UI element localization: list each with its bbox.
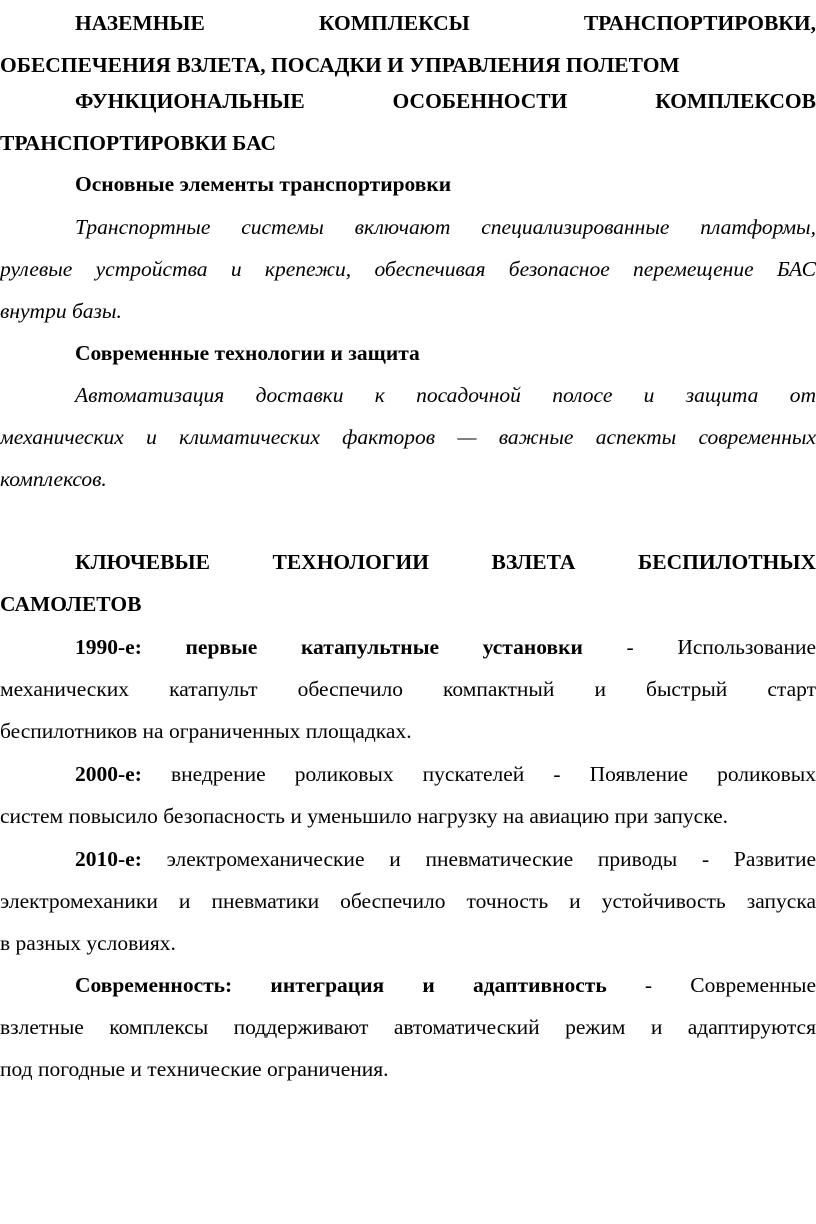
timeline-item-text: внедрение роликовых пускателей - Появление роликовых bbox=[141, 762, 816, 786]
paragraph-line: Транспортные системы включают специализированные платформы, bbox=[75, 215, 816, 239]
timeline-item-line: в разных условиях. bbox=[0, 931, 176, 955]
section-modern-tech bbox=[0, 332, 816, 374]
timeline-item-line: систем повысило безопасность и уменьшило нагрузку на авиацию при запуске. bbox=[0, 804, 729, 828]
timeline-item-line: механических катапульт обеспечило компактный и быстрый старт bbox=[0, 677, 816, 701]
section-transport-elements bbox=[0, 163, 816, 205]
timeline-item-2010s bbox=[0, 838, 816, 964]
paragraph-line: внутри базы. bbox=[0, 299, 122, 323]
timeline-item-label: 1990-е: первые катапультные установки bbox=[75, 635, 583, 659]
paragraph-line: комплексов. bbox=[0, 467, 107, 491]
timeline-item-text: - Современные bbox=[606, 973, 816, 997]
sub-heading-line-2: ТРАНСПОРТИРОВКИ БАС bbox=[0, 131, 277, 155]
paragraph-line: рулевые устройства и крепежи, обеспечивая безопасное перемещение БАС bbox=[0, 257, 816, 281]
timeline-item-line bbox=[0, 838, 816, 880]
timeline-item-label: Современность: интеграция и адаптивность bbox=[75, 973, 607, 997]
section-modern-text bbox=[0, 374, 816, 500]
timeline-item-modern bbox=[0, 964, 816, 1090]
paragraph-line: Автоматизация доставки к посадочной полосе и защита от bbox=[75, 383, 816, 407]
section-title: Современные технологии и защита bbox=[75, 341, 420, 365]
timeline-item-line bbox=[0, 626, 816, 668]
key-tech-heading-line-2: САМОЛЕТОВ bbox=[0, 592, 142, 616]
timeline-item-text: электромеханические и пневматические приводы - Развитие bbox=[141, 847, 816, 871]
paragraph-line: механических и климатических факторов — важные аспекты современных bbox=[0, 425, 816, 449]
timeline-item-2000s bbox=[0, 753, 816, 837]
key-tech-heading-line-1: КЛЮЧЕВЫЕ ТЕХНОЛОГИИ ВЗЛЕТА БЕСПИЛОТНЫХ bbox=[75, 550, 816, 574]
timeline-item-line: электромеханики и пневматики обеспечило точность и устойчивость запуска bbox=[0, 889, 816, 913]
section-transport-text bbox=[0, 206, 816, 332]
sub-heading bbox=[0, 80, 816, 164]
main-heading bbox=[0, 2, 816, 86]
timeline-item-line: беспилотников на ограниченных площадках. bbox=[0, 719, 412, 743]
key-tech-heading bbox=[0, 541, 816, 625]
section-title: Основные элементы транспортировки bbox=[75, 172, 452, 196]
main-heading-line-2: ОБЕСПЕЧЕНИЯ ВЗЛЕТА, ПОСАДКИ И УПРАВЛЕНИЯ ПОЛЕТОМ bbox=[0, 53, 680, 77]
timeline-item-label: 2000-е: bbox=[75, 762, 142, 786]
timeline-item-line: под погодные и технические ограничения. bbox=[0, 1057, 389, 1081]
timeline-item-text: - Использование bbox=[582, 635, 816, 659]
timeline-item-line bbox=[0, 964, 816, 1006]
timeline-item-1990s bbox=[0, 626, 816, 752]
timeline-item-line bbox=[0, 753, 816, 795]
timeline-item-label: 2010-е: bbox=[75, 847, 142, 871]
timeline-item-line: взлетные комплексы поддерживают автоматический режим и адаптируются bbox=[0, 1015, 816, 1039]
main-heading-line-1: НАЗЕМНЫЕ КОМПЛЕКСЫ ТРАНСПОРТИРОВКИ, bbox=[75, 11, 816, 35]
sub-heading-line-1: ФУНКЦИОНАЛЬНЫЕ ОСОБЕННОСТИ КОМПЛЕКСОВ bbox=[75, 89, 816, 113]
